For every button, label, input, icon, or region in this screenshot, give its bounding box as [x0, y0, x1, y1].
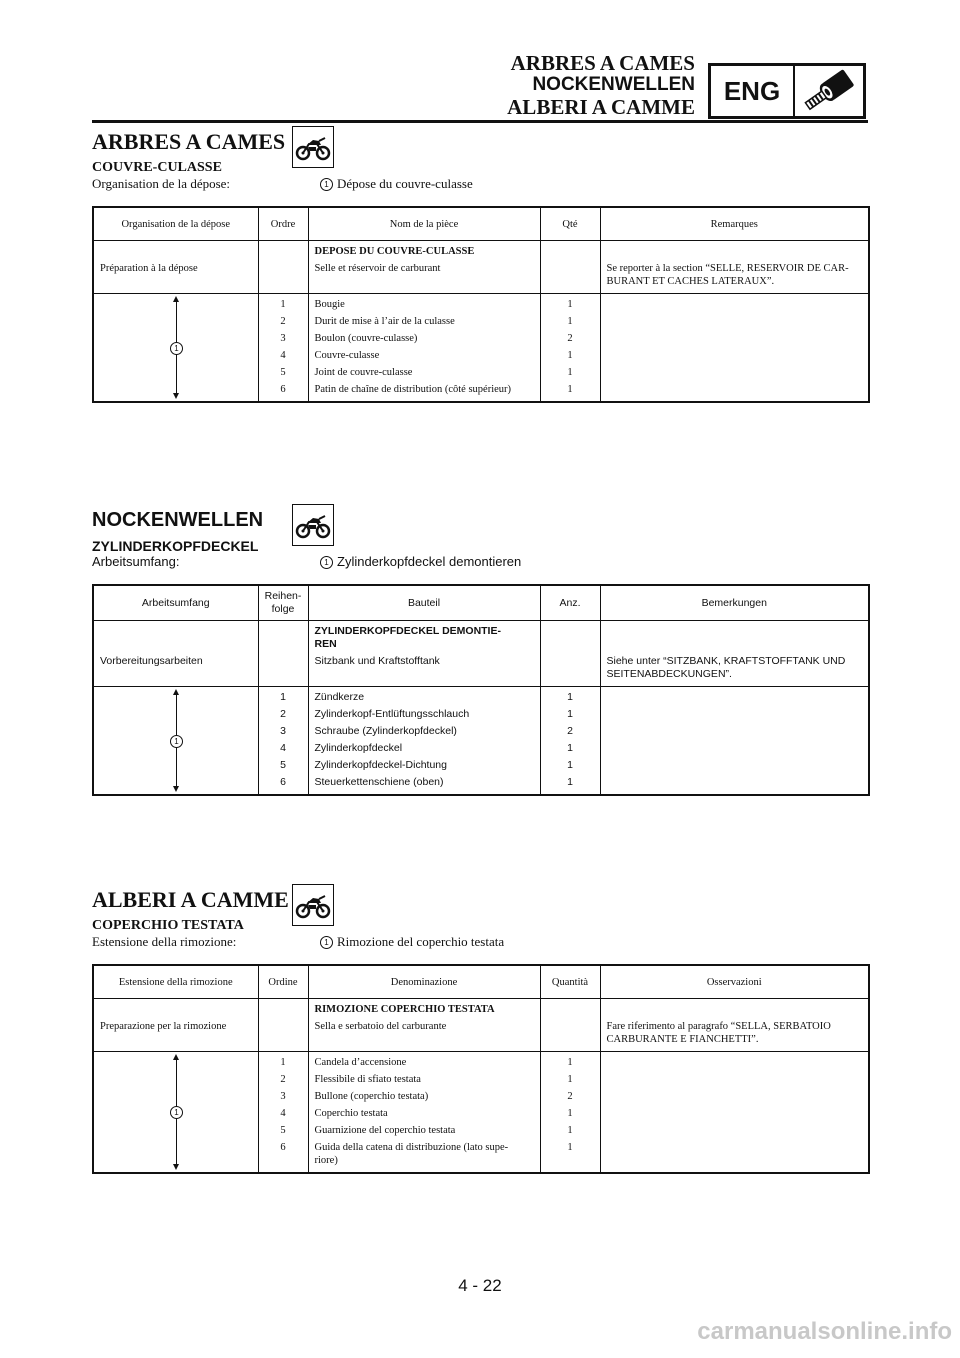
table-heading-row [93, 621, 869, 654]
row-order: 6 [258, 1139, 308, 1173]
row-order: 2 [258, 313, 308, 330]
motorcycle-icon [292, 884, 334, 926]
section-title: ARBRES A CAMES [92, 129, 286, 154]
row-remark [600, 381, 869, 402]
row-remark [600, 364, 869, 381]
row-qty: 1 [540, 313, 600, 330]
row-part: Zylinderkopfdeckel [308, 740, 540, 757]
row-qty: 1 [540, 1105, 600, 1122]
row-qty: 1 [540, 347, 600, 364]
parts-table [92, 206, 870, 403]
meta-number-icon: 1 [320, 936, 333, 949]
section-meta [92, 934, 870, 950]
meta-label: Arbeitsumfang: [92, 554, 180, 569]
row-part: Guarnizione del coperchio testata [308, 1122, 540, 1139]
eng-badge-label: ENG [711, 66, 795, 116]
row-part: Zylinderkopf-Entlüftungsschlauch [308, 706, 540, 723]
row-remark [600, 687, 869, 707]
watermark: carmanualsonline.info [697, 1318, 952, 1345]
row-part: Schraube (Zylinderkopfdeckel) [308, 723, 540, 740]
row-order: 1 [258, 294, 308, 314]
row-qty: 2 [540, 1088, 600, 1105]
table-row [93, 1052, 869, 1072]
table-header-cell: Ordre [258, 207, 308, 241]
section-title: ALBERI A CAMME [92, 887, 289, 912]
range-number: 1 [170, 342, 183, 355]
prep-remark: Se reporter à la section “SELLE, RESERVOIR DE CAR- BURANT ET CACHES LATERAUX”. [600, 260, 869, 294]
table-header-cell: Arbeitsumfang [93, 585, 258, 621]
row-order: 6 [258, 381, 308, 402]
row-remark [600, 1122, 869, 1139]
row-qty: 1 [540, 381, 600, 402]
row-qty: 1 [540, 1052, 600, 1072]
row-part: Bougie [308, 294, 540, 314]
row-qty: 1 [540, 740, 600, 757]
row-part: Bullone (coperchio testata) [308, 1088, 540, 1105]
row-qty: 2 [540, 330, 600, 347]
row-part: Steuerkettenschiene (oben) [308, 774, 540, 795]
row-qty: 1 [540, 1139, 600, 1173]
meta-value: Rimozione del coperchio testata [337, 934, 505, 949]
row-qty: 2 [540, 723, 600, 740]
row-remark [600, 774, 869, 795]
prep-label: Preparazione per la rimozione [93, 1018, 258, 1052]
row-part: Couvre-culasse [308, 347, 540, 364]
row-part: Durit de mise à l’air de la culasse [308, 313, 540, 330]
table-header-cell: Ordine [258, 965, 308, 999]
parts-table [92, 584, 870, 796]
row-order: 6 [258, 774, 308, 795]
table-header-cell: Osservazioni [600, 965, 869, 999]
row-part: Flessibile di sfiato testata [308, 1071, 540, 1088]
meta-label: Estensione della rimozione: [92, 934, 237, 949]
row-qty: 1 [540, 706, 600, 723]
row-remark [600, 706, 869, 723]
table-header-cell: Anz. [540, 585, 600, 621]
section-meta [92, 176, 870, 192]
table-header-row [93, 585, 869, 621]
row-part: Boulon (couvre-culasse) [308, 330, 540, 347]
table-header-cell: Quantità [540, 965, 600, 999]
prep-remark: Fare riferimento al paragrafo “SELLA, SERBATOIO CARBURANTE E FIANCHETTI”. [600, 1018, 869, 1052]
row-remark [600, 330, 869, 347]
section-meta [92, 554, 870, 570]
meta-label: Organisation de la dépose: [92, 176, 231, 191]
row-order: 2 [258, 1071, 308, 1088]
meta-number-icon: 1 [320, 556, 333, 569]
row-remark [600, 1052, 869, 1072]
row-order: 5 [258, 364, 308, 381]
section-subtitle: ZYLINDERKOPFDECKEL [92, 538, 259, 554]
table-heading-row [93, 241, 869, 261]
prep-remark: Siehe unter “SITZBANK, KRAFTSTOFFTANK UND SEITENABDECKUNGEN”. [600, 653, 869, 687]
row-order: 5 [258, 757, 308, 774]
parts-table [92, 964, 870, 1174]
table-header-cell: Bauteil [308, 585, 540, 621]
section-3 [92, 888, 870, 1174]
row-qty: 1 [540, 687, 600, 707]
row-order: 3 [258, 1088, 308, 1105]
row-order: 3 [258, 330, 308, 347]
row-part: Joint de couvre-culasse [308, 364, 540, 381]
section-2 [92, 508, 870, 796]
row-remark [600, 1088, 869, 1105]
range-arrow [93, 687, 258, 796]
operation-heading: ZYLINDERKOPFDECKEL DEMONTIE- REN [308, 621, 540, 654]
row-qty: 1 [540, 757, 600, 774]
row-order: 1 [258, 1052, 308, 1072]
table-header-row [93, 965, 869, 999]
prep-label: Préparation à la dépose [93, 260, 258, 294]
table-header-cell: Reihen- folge [258, 585, 308, 621]
range-number: 1 [170, 735, 183, 748]
row-remark [600, 723, 869, 740]
table-header-row [93, 207, 869, 241]
row-order: 3 [258, 723, 308, 740]
section-subtitle: COPERCHIO TESTATA [92, 918, 244, 933]
row-part: Zündkerze [308, 687, 540, 707]
row-qty: 1 [540, 1122, 600, 1139]
table-header-cell: Nom de la pièce [308, 207, 540, 241]
camshaft-icon [795, 66, 863, 116]
meta-value: Zylinderkopfdeckel demontieren [337, 554, 522, 569]
table-header-cell: Denominazione [308, 965, 540, 999]
row-order: 2 [258, 706, 308, 723]
prep-part: Sella e serbatoio del carburante [308, 1018, 540, 1052]
prep-part: Selle et réservoir de carburant [308, 260, 540, 294]
table-prep-row [93, 260, 869, 294]
row-remark [600, 347, 869, 364]
table-row [93, 687, 869, 707]
range-number: 1 [170, 1106, 183, 1119]
motorcycle-icon [292, 126, 334, 168]
table-header-cell: Qté [540, 207, 600, 241]
table-heading-row [93, 999, 869, 1019]
row-part: Patin de chaîne de distribution (côté supérieur) [308, 381, 540, 402]
table-prep-row [93, 653, 869, 687]
section-1 [92, 130, 870, 403]
header-title-de: NOCKENWELLEN [532, 74, 695, 95]
row-remark [600, 757, 869, 774]
operation-heading: DEPOSE DU COUVRE-CULASSE [308, 241, 540, 261]
prep-part: Sitzbank und Kraftstofftank [308, 653, 540, 687]
table-row [93, 294, 869, 314]
table-header-cell: Organisation de la dépose [93, 207, 258, 241]
table-header-cell: Estensione della rimozione [93, 965, 258, 999]
row-part: Coperchio testata [308, 1105, 540, 1122]
row-part: Candela d’accensione [308, 1052, 540, 1072]
table-header-cell: Bemerkungen [600, 585, 869, 621]
row-remark [600, 740, 869, 757]
row-remark [600, 1139, 869, 1173]
table-prep-row [93, 1018, 869, 1052]
row-order: 4 [258, 1105, 308, 1122]
row-remark [600, 1071, 869, 1088]
section-title: NOCKENWELLEN [92, 509, 264, 531]
row-remark [600, 313, 869, 330]
meta-value: Dépose du couvre-culasse [337, 176, 473, 191]
header-rule [92, 120, 868, 123]
range-arrow [93, 1052, 258, 1174]
row-qty: 1 [540, 1071, 600, 1088]
row-order: 4 [258, 347, 308, 364]
prep-label: Vorbereitungsarbeiten [93, 653, 258, 687]
table-header-cell: Remarques [600, 207, 869, 241]
row-part: Guida della catena di distribuzione (lato supe- riore) [308, 1139, 540, 1173]
row-qty: 1 [540, 294, 600, 314]
row-qty: 1 [540, 774, 600, 795]
header-title-fr: ARBRES A CAMES [510, 51, 695, 75]
eng-badge [708, 63, 866, 119]
row-remark [600, 294, 869, 314]
row-remark [600, 1105, 869, 1122]
header-title-it: ALBERI A CAMME [507, 95, 695, 119]
row-part: Zylinderkopfdeckel-Dichtung [308, 757, 540, 774]
motorcycle-icon [292, 504, 334, 546]
row-order: 1 [258, 687, 308, 707]
row-qty: 1 [540, 364, 600, 381]
meta-number-icon: 1 [320, 178, 333, 191]
section-subtitle: COUVRE-CULASSE [92, 160, 222, 175]
header-titles [507, 52, 695, 118]
range-arrow [93, 294, 258, 403]
operation-heading: RIMOZIONE COPERCHIO TESTATA [308, 999, 540, 1019]
page-number: 4 - 22 [458, 1276, 502, 1295]
row-order: 4 [258, 740, 308, 757]
row-order: 5 [258, 1122, 308, 1139]
